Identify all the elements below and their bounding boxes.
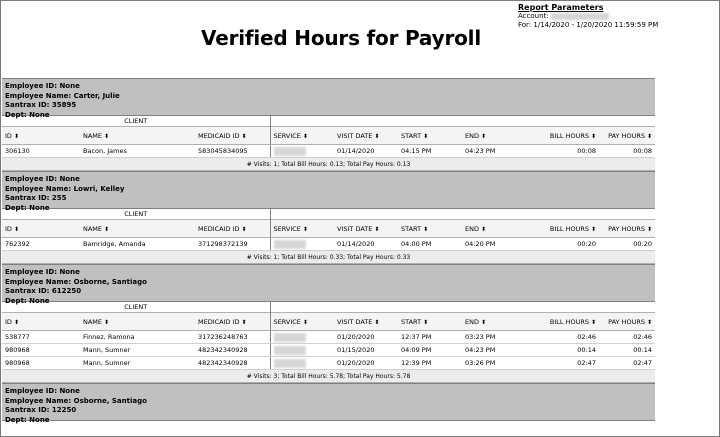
employee-employee-name: Employee Name: Osborne, Santiago: [5, 396, 147, 405]
account-label: Account:: [518, 12, 549, 20]
column-header-name[interactable]: [80, 313, 195, 331]
account-value-redacted: [551, 13, 609, 20]
column-header-label: SERVICE: [273, 224, 301, 233]
sort-icon[interactable]: ⬍: [374, 318, 380, 326]
employee-employee-id: Employee ID: None: [5, 387, 80, 395]
cell-start: 12:39 PM: [398, 357, 462, 370]
column-header-name[interactable]: [80, 220, 195, 238]
client-group-label: CLIENT: [2, 209, 270, 220]
column-header-id[interactable]: [2, 127, 80, 145]
employee-header: [2, 78, 655, 119]
sort-icon[interactable]: ⬍: [480, 225, 487, 233]
column-header-service[interactable]: [270, 127, 334, 145]
service-redacted: [274, 359, 306, 368]
client-group-spacer: [270, 116, 655, 127]
employee-dept: Dept: None: [5, 110, 50, 119]
cell-date: 01/20/2020: [334, 357, 398, 370]
cell-date: 01/14/2020: [334, 145, 398, 158]
cell-bill: 02:46: [536, 331, 599, 344]
account-line: [518, 12, 658, 21]
employee-employee-id: Employee ID: None: [5, 82, 80, 90]
cell-bill: 00:20: [536, 238, 599, 251]
cell-pay: 00:14: [599, 344, 655, 357]
cell-start: 04:15 PM: [398, 145, 462, 158]
sort-icon[interactable]: ⬍: [104, 225, 110, 233]
cell-end: 03:26 PM: [462, 357, 536, 370]
page-title: Verified Hours for Payroll: [201, 26, 481, 50]
cell-end: 04:20 PM: [462, 238, 536, 251]
cell-name: Bacon, James: [80, 145, 195, 158]
client-group-spacer: [270, 302, 655, 313]
column-header-visit-date[interactable]: [334, 220, 398, 238]
cell-pay: 02:47: [599, 357, 655, 370]
column-header-medicaid-id[interactable]: [195, 313, 270, 331]
column-header-label: SERVICE: [273, 317, 301, 326]
column-header-label: BILL HOURS: [549, 317, 589, 326]
sort-icon[interactable]: ⬍: [590, 318, 596, 326]
employee-dept: Dept: None: [5, 415, 50, 424]
cell-id: 306130: [2, 145, 80, 158]
visits-table: [2, 116, 655, 171]
service-redacted: [274, 147, 306, 156]
column-header-label: PAY HOURS: [608, 131, 645, 140]
table-row: [2, 357, 655, 370]
cell-end: 04:23 PM: [462, 145, 536, 158]
column-header-label: END: [465, 131, 479, 140]
column-header-label: VISIT DATE: [337, 317, 373, 326]
cell-pay: 00:08: [599, 145, 655, 158]
sort-icon[interactable]: ⬍: [374, 132, 380, 140]
column-header-bill-hours[interactable]: [536, 220, 599, 238]
employee-employee-id: Employee ID: None: [5, 175, 80, 183]
sort-icon[interactable]: ⬍: [647, 132, 653, 140]
column-header-end[interactable]: [462, 220, 536, 238]
date-range: For: 1/14/2020 - 1/20/2020 11:59:59 PM: [518, 21, 659, 29]
column-header-label: BILL HOURS: [549, 224, 589, 233]
column-header-id[interactable]: [2, 313, 80, 331]
client-group-spacer: [270, 209, 655, 220]
column-header-label: END: [465, 224, 479, 233]
column-header-label: START: [401, 131, 422, 140]
column-header-start[interactable]: [398, 127, 462, 145]
employee-santrax-id: Santrax ID: 612250: [5, 287, 82, 295]
column-header-pay-hours[interactable]: [599, 313, 655, 331]
report-body: [2, 78, 655, 424]
sort-icon[interactable]: ⬍: [480, 132, 487, 140]
visits-table: [2, 302, 655, 383]
column-header-label: START: [401, 224, 422, 233]
table-row: [2, 331, 655, 344]
employee-header: [2, 264, 655, 305]
column-header-label: PAY HOURS: [608, 317, 645, 326]
employee-employee-name: Employee Name: Osborne, Santiago: [5, 277, 147, 286]
sort-icon[interactable]: ⬍: [13, 132, 19, 140]
visits-table: [2, 209, 655, 264]
column-header-visit-date[interactable]: [334, 127, 398, 145]
column-header-service[interactable]: [270, 313, 334, 331]
employee-header: [2, 171, 655, 212]
column-header-name[interactable]: [80, 127, 195, 145]
column-header-label: ID: [5, 131, 12, 140]
employee-employee-id: Employee ID: None: [5, 268, 80, 276]
table-row: [2, 145, 655, 158]
column-header-label: END: [465, 317, 479, 326]
cell-date: 01/20/2020: [334, 331, 398, 344]
cell-name: Bamridge, Amanda: [80, 238, 195, 251]
column-header-pay-hours[interactable]: [599, 220, 655, 238]
sort-icon[interactable]: ⬍: [302, 318, 308, 326]
column-header-bill-hours[interactable]: [536, 313, 599, 331]
sort-icon[interactable]: ⬍: [480, 318, 487, 326]
cell-end: 04:23 PM: [462, 344, 536, 357]
column-header-label: NAME: [83, 317, 103, 326]
cell-date: 01/14/2020: [334, 238, 398, 251]
employee-employee-name: Employee Name: Lowri, Kelley: [5, 184, 125, 193]
cell-medicaid: 482342340928: [195, 357, 270, 370]
column-header-visit-date[interactable]: [334, 313, 398, 331]
cell-service-redacted: [270, 145, 334, 158]
column-header-start[interactable]: [398, 220, 462, 238]
sort-icon[interactable]: ⬍: [302, 132, 308, 140]
sort-icon[interactable]: ⬍: [104, 132, 110, 140]
cell-bill: 02:47: [536, 357, 599, 370]
column-header-start[interactable]: [398, 313, 462, 331]
cell-service-redacted: [270, 238, 334, 251]
employee-header: [2, 383, 655, 424]
column-header-label: START: [401, 317, 422, 326]
sort-icon[interactable]: ⬍: [423, 225, 429, 233]
cell-start: 12:37 PM: [398, 331, 462, 344]
column-header-pay-hours[interactable]: [599, 127, 655, 145]
sort-icon[interactable]: ⬍: [104, 318, 110, 326]
client-group-label: CLIENT: [2, 116, 270, 127]
report-parameters-link[interactable]: Report Parameters: [518, 3, 604, 12]
column-header-bill-hours[interactable]: [536, 127, 599, 145]
sort-icon[interactable]: ⬍: [13, 318, 19, 326]
column-header-label: MEDICAID ID: [198, 224, 240, 233]
column-header-label: VISIT DATE: [337, 131, 373, 140]
cell-medicaid: 583045834095: [195, 145, 270, 158]
table-row: [2, 344, 655, 357]
cell-start: 04:09 PM: [398, 344, 462, 357]
cell-date: 01/15/2020: [334, 344, 398, 357]
employee-dept: Dept: None: [5, 296, 50, 305]
cell-id: 980968: [2, 344, 80, 357]
column-header-label: NAME: [83, 131, 103, 140]
cell-medicaid: 317236248763: [195, 331, 270, 344]
column-header-end[interactable]: [462, 313, 536, 331]
column-header-label: SERVICE: [273, 131, 301, 140]
client-group-label: CLIENT: [2, 302, 270, 313]
service-redacted: [274, 333, 306, 342]
employee-santrax-id: Santrax ID: 255: [5, 194, 67, 202]
sort-icon[interactable]: ⬍: [423, 132, 429, 140]
column-header-label: NAME: [83, 224, 103, 233]
column-header-end[interactable]: [462, 127, 536, 145]
visit-totals: # Visits: 1; Total Bill Hours: 0.13; Total Pay Hours: 0.13: [2, 158, 655, 171]
employee-dept: Dept: None: [5, 203, 50, 212]
sort-icon[interactable]: ⬍: [590, 225, 596, 233]
sort-icon[interactable]: ⬍: [13, 225, 19, 233]
cell-service-redacted: [270, 344, 334, 357]
column-header-label: ID: [5, 317, 12, 326]
table-row: [2, 238, 655, 251]
cell-name: Finnez, Ramona: [80, 331, 195, 344]
column-header-medicaid-id[interactable]: [195, 220, 270, 238]
cell-medicaid: 371298372139: [195, 238, 270, 251]
sort-icon[interactable]: ⬍: [590, 132, 596, 140]
cell-id: 980968: [2, 357, 80, 370]
service-redacted: [274, 240, 306, 249]
sort-icon[interactable]: ⬍: [302, 225, 308, 233]
column-header-label: ID: [5, 224, 12, 233]
visit-totals: # Visits: 3; Total Bill Hours: 5.78; Total Pay Hours: 5.78: [2, 370, 655, 383]
cell-pay: 02:46: [599, 331, 655, 344]
cell-service-redacted: [270, 331, 334, 344]
column-header-label: PAY HOURS: [608, 224, 645, 233]
cell-bill: 00:14: [536, 344, 599, 357]
sort-icon[interactable]: ⬍: [423, 318, 429, 326]
sort-icon[interactable]: ⬍: [374, 225, 380, 233]
column-header-label: MEDICAID ID: [198, 131, 240, 140]
column-header-label: BILL HOURS: [549, 131, 589, 140]
column-header-medicaid-id[interactable]: [195, 127, 270, 145]
service-redacted: [274, 346, 306, 355]
column-header-label: MEDICAID ID: [198, 317, 240, 326]
cell-end: 03:23 PM: [462, 331, 536, 344]
sort-icon[interactable]: ⬍: [241, 132, 247, 140]
sort-icon[interactable]: ⬍: [241, 318, 247, 326]
column-header-service[interactable]: [270, 220, 334, 238]
column-header-label: VISIT DATE: [337, 224, 373, 233]
cell-id: 538777: [2, 331, 80, 344]
cell-pay: 00:20: [599, 238, 655, 251]
cell-medicaid: 482342340928: [195, 344, 270, 357]
employee-santrax-id: Santrax ID: 35895: [5, 101, 77, 109]
employee-santrax-id: Santrax ID: 12250: [5, 406, 77, 414]
employee-employee-name: Employee Name: Carter, Julie: [5, 91, 120, 100]
cell-id: 762392: [2, 238, 80, 251]
sort-icon[interactable]: ⬍: [647, 318, 653, 326]
visit-totals: # Visits: 1; Total Bill Hours: 0.33; Total Pay Hours: 0.33: [2, 251, 655, 264]
cell-name: Mann, Sumner: [80, 357, 195, 370]
sort-icon[interactable]: ⬍: [647, 225, 653, 233]
cell-service-redacted: [270, 357, 334, 370]
cell-bill: 00:08: [536, 145, 599, 158]
cell-start: 04:00 PM: [398, 238, 462, 251]
sort-icon[interactable]: ⬍: [241, 225, 247, 233]
column-header-id[interactable]: [2, 220, 80, 238]
cell-name: Mann, Sumner: [80, 344, 195, 357]
